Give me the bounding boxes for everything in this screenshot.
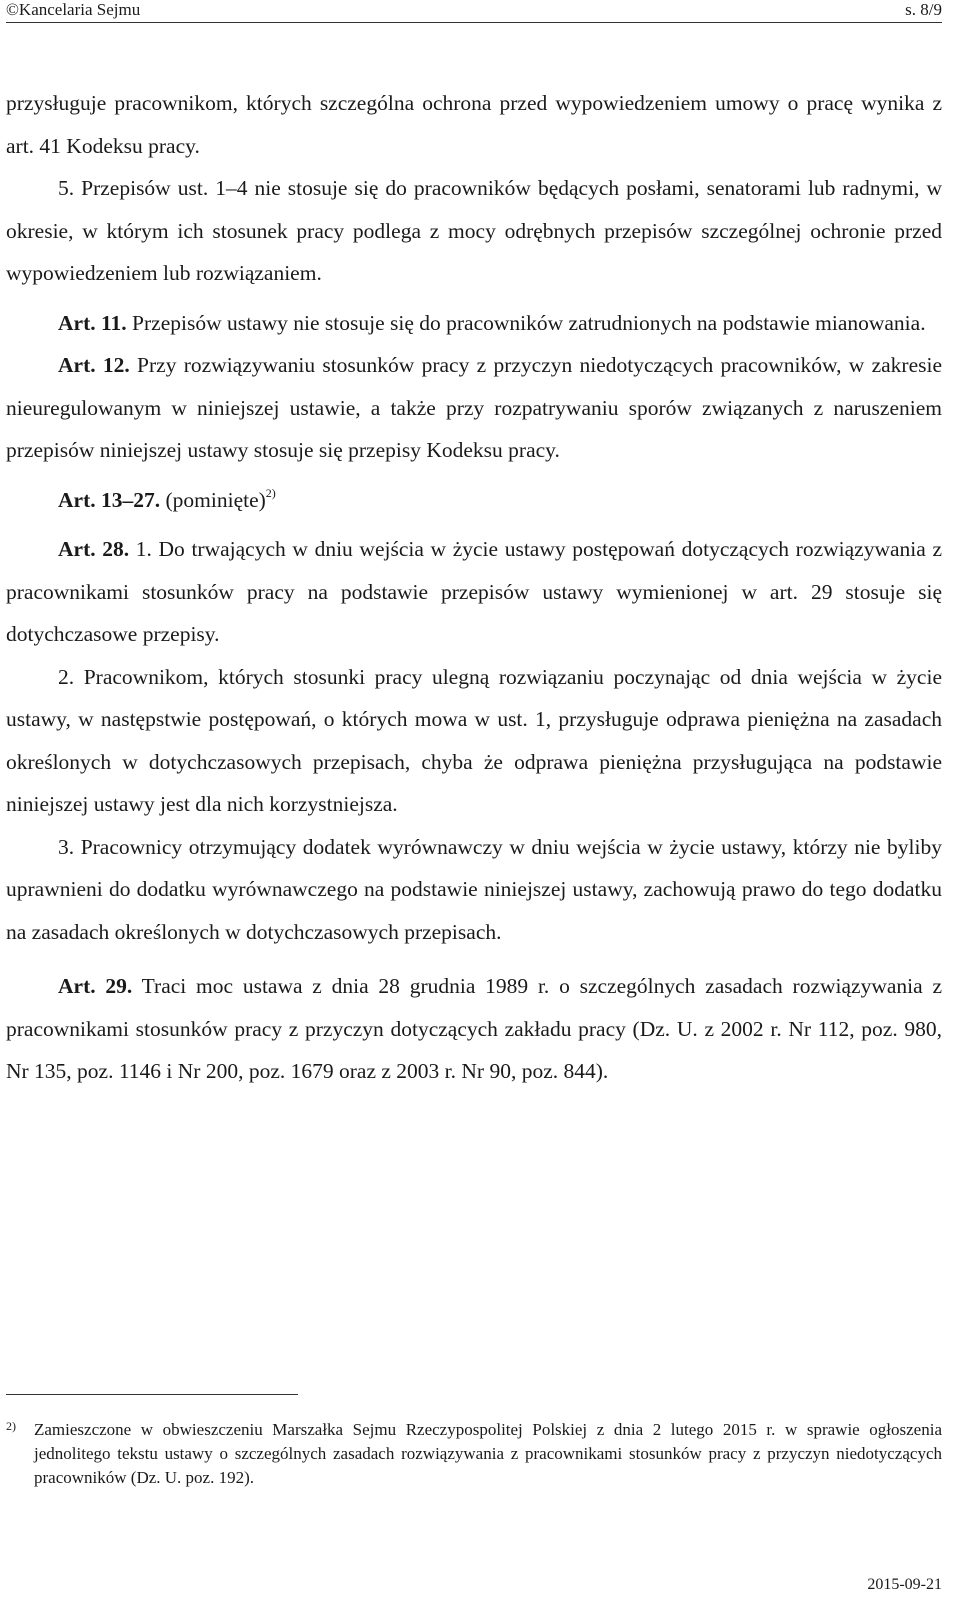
footnote-text: Zamieszczone w obwieszczeniu Marszałka Sejmu Rzeczypospolitej Polskiej z dnia 2 lutego 2015 r. w sprawie ogłoszenia jednolitego tekstu ustawy o szczególnych zasadach rozwiązywania z pracownikami stosunków pracy z przyczyn niedotyczących pracowników (Dz. U. poz. 192). xyxy=(34,1420,942,1487)
footnote-separator xyxy=(6,1394,298,1395)
article-29-text: Traci moc ustawa z dnia 28 grudnia 1989 r. o szczególnych zasadach rozwiązywania z pracownikami stosunków pracy z przyczyn dotyczących zakładu pracy (Dz. U. z 2002 r. Nr 112, poz. 980, Nr 135, poz. 1146 i Nr 200, poz. 1679 oraz z 2003 r. Nr 90, poz. 844). xyxy=(6,974,942,1083)
article-13-27-text: (pominięte) xyxy=(160,487,266,512)
article-12-text: Przy rozwiązywaniu stosunków pracy z przyczyn niedotyczących pracowników, w zakresie nieuregulowanym w niniejszej ustawie, a także przy rozpatrywaniu sporów związanych z naruszeniem przepisów niniejszej ustawy stosuje się przepisy Kodeksu pracy. xyxy=(6,353,943,462)
article-28-number: Art. 28. xyxy=(58,537,130,561)
article-28-ust-3: 3. Pracownicy otrzymujący dodatek wyrównawczy w dniu wejścia w życie ustawy, którzy nie byliby uprawnieni do dodatku wyrównawczego na podstawie niniejszej ustawy, zachowują prawo do tego dodatku na zasadach określonych w dotychczasowych przepisach. xyxy=(6,834,942,944)
article-13-27 xyxy=(6,479,942,522)
article-11-number: Art. 11. xyxy=(58,310,127,335)
article-13-27-number: Art. 13–27. xyxy=(58,487,161,512)
article-11-text: Przepisów ustawy nie stosuje się do pracowników zatrudnionych na podstawie mianowania. xyxy=(126,310,926,335)
article-12 xyxy=(6,344,942,472)
article-29-number: Art. 29. xyxy=(58,974,133,998)
footnote-mark: 2) xyxy=(6,1419,16,1433)
page-header xyxy=(6,0,942,23)
page-number-link[interactable]: s. 8/9 xyxy=(905,0,942,19)
article-29 xyxy=(6,965,942,1093)
paragraph-ust-5: 5. Przepisów ust. 1–4 nie stosuje się do pracowników będących posłami, senatorami lub radnymi, w okresie, w którym ich stosunek pracy podlega z mocy odrębnych przepisów szczególnej ochronie przed wypowiedzeniem lub rozwiązaniem. xyxy=(6,176,942,285)
paragraph-continuation: przysługuje pracownikom, których szczególna ochrona przed wypowiedzeniem umowy o pracę wynika z art. 41 Kodeksu pracy. xyxy=(6,91,942,158)
article-28-text: 1. Do trwających w dniu wejścia w życie ustawy postępowań dotyczących rozwiązywania z pracownikami stosunków pracy na podstawie przepisów ustawy wymienionej w art. 29 stosuje się dotychczasowe przepisy. xyxy=(6,537,942,646)
footer-date: 2015-09-21 xyxy=(867,1576,942,1593)
article-28-ust-2: 2. Pracownikom, których stosunki pracy ulegną rozwiązaniu poczynając od dnia wejścia w życie ustawy, w następstwie postępowań, o których mowa w ust. 1, przysługuje odprawa pieniężna na zasadach określonych w dotychczasowych przepisach, chyba że odprawa pieniężna przysługująca na podstawie niniejszej ustawy jest dla nich korzystniejsza. xyxy=(6,664,942,816)
footnote xyxy=(6,1418,942,1490)
publisher-label: ©Kancelaria Sejmu xyxy=(6,0,141,19)
footnote-reference[interactable]: 2) xyxy=(265,485,276,500)
article-12-number: Art. 12. xyxy=(58,353,130,377)
article-11 xyxy=(6,302,942,345)
document-body xyxy=(6,82,942,1093)
article-28 xyxy=(6,528,942,656)
